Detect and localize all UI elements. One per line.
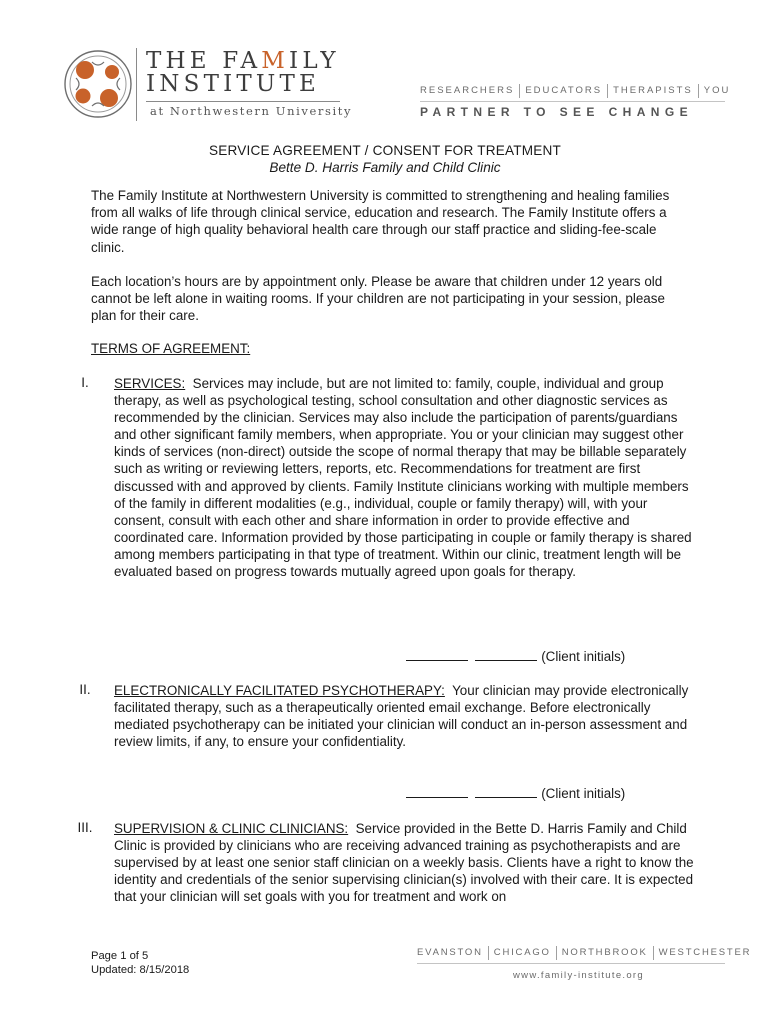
location-evanston: EVANSTON (417, 946, 489, 960)
locations-divider (417, 963, 725, 964)
role-you: YOU (703, 85, 731, 96)
section-heading: ELECTRONICALLY FACILITATED PSYCHOTHERAPY: (114, 683, 445, 698)
website-url: www.family-institute.org (513, 970, 644, 981)
locations-list (417, 946, 751, 960)
initials-blank[interactable] (475, 785, 537, 798)
role-educators: EDUCATORS (520, 84, 608, 98)
roles-divider (420, 101, 725, 102)
section-number: II. (79, 682, 91, 697)
section-text: Service provided in the Bette D. Harris Family and Child Clinic is provided by clinicians who are receiving advanced training as psychotherapists and are supervised by at least one senior staff clinician on a weekly basis. Clients have a right to know the identity and credentials of the senior supervising clinician(s) involved with their care. It is expected that your clinician will set goals with you for treatment and work on (114, 821, 694, 905)
terms-heading: TERMS OF AGREEMENT: (91, 341, 251, 356)
initials-blank[interactable] (406, 648, 468, 661)
logo-rule (146, 101, 340, 102)
page-number: Page 1 of 5 (91, 950, 149, 962)
initials-label: (Client initials) (541, 649, 626, 664)
roles-list (420, 84, 730, 98)
section-electronic-therapy (114, 682, 694, 750)
client-initials-1 (406, 648, 625, 664)
initials-blank[interactable] (475, 648, 537, 661)
logo-wordmark-line2: INSTITUTE (146, 71, 321, 97)
role-therapists: THERAPISTS (608, 84, 699, 98)
section-supervision (114, 820, 694, 905)
document-title: SERVICE AGREEMENT / CONSENT FOR TREATMENT (208, 143, 562, 158)
section-number: III. (77, 820, 93, 835)
logo-wordmark-line3: at Northwestern University (150, 104, 353, 118)
initials-label: (Client initials) (541, 786, 626, 801)
updated-date: Updated: 8/15/2018 (91, 964, 190, 976)
client-initials-2 (406, 785, 625, 801)
section-heading: SUPERVISION & CLINIC CLINICIANS: (114, 821, 349, 836)
page-footer (91, 949, 189, 977)
location-westchester: WESTCHESTER (658, 947, 752, 958)
document-subtitle: Bette D. Harris Family and Child Clinic (269, 160, 501, 175)
section-services (114, 375, 694, 580)
location-northbrook: NORTHBROOK (557, 946, 654, 960)
logo-wordmark-line1: THE FAMILY (146, 48, 340, 74)
section-text: Services may include, but are not limited to: family, couple, individual and group therapy, as well as psychological testing, school consultation and other diagnostic services as recommended by the clinician. Services may also include the participation of parents/guardians and other significant family members, when appropriate. You or your clinician may suggest other kinds of services (non-direct) outside the scope of normal therapy that may be billable separately such as writing or reviewing letters, reports, etc. Recommendations for treatment are first discussed with and approved by clients. Family Institute clinicians working with multiple members of the family in different modalities (e.g., individual, couple or family therapy) will, with your consent, consult with each other and share information in order to provide effective and coordinated care. Information provided by those participating in couple or family therapy is shared among members participating in that type of treatment. Within our clinic, treatment length will be evaluated based on progress towards mutually agreed upon goals for therapy. (114, 376, 692, 580)
location-chicago: CHICAGO (489, 946, 557, 960)
initials-blank[interactable] (406, 785, 468, 798)
tagline: PARTNER TO SEE CHANGE (420, 105, 693, 119)
logo-divider (136, 48, 137, 121)
role-researchers: RESEARCHERS (420, 84, 520, 98)
section-text: Your clinician may provide electronically facilitated therapy, such as a therapeutically oriented email exchange. Before electronically mediated psychotherapy can be initiated your clinician will conduct an in-person assessment and review limits, if any, to ensure your confidentiality. (114, 683, 689, 750)
intro-paragraph: The Family Institute at Northwestern University is committed to strengthening and healing families from all walks of life through clinical service, education and research. The Family Institute offers a wide range of high quality behavioral health care through our staff practice and sliding-fee-scale clinic. (91, 188, 670, 255)
section-number: I. (81, 375, 89, 390)
family-institute-logo-icon (62, 48, 134, 120)
section-heading: SERVICES: (114, 376, 186, 391)
hours-paragraph: Each location’s hours are by appointment only. Please be aware that children under 12 years old cannot be left alone in waiting rooms. If your children are not participating in your session, please plan for their care. (91, 274, 665, 324)
